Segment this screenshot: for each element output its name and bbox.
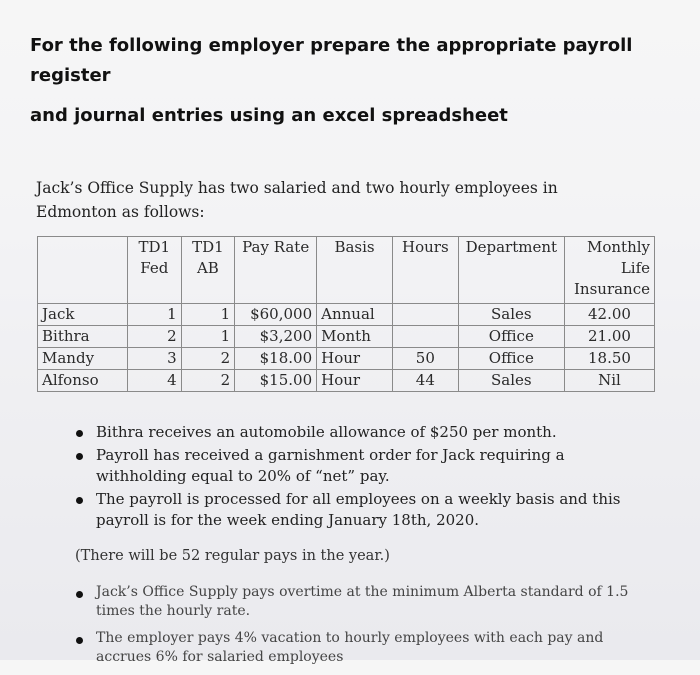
header-name [38, 237, 128, 304]
cell-department: Office [458, 326, 564, 348]
cell-td1-ab: 2 [181, 348, 235, 370]
cell-name: Bithra [38, 326, 128, 348]
cell-name: Jack [38, 304, 128, 326]
list-item [70, 489, 650, 531]
cell-pay-rate: $15.00 [235, 370, 317, 392]
table-row [38, 348, 655, 370]
cell-name: Mandy [38, 348, 128, 370]
cell-hours: 44 [392, 370, 458, 392]
header-td1-fed: TD1 Fed [128, 237, 182, 304]
cell-department: Sales [458, 370, 564, 392]
bullet-list [70, 422, 650, 533]
cell-td1-fed: 4 [128, 370, 182, 392]
header-life-insurance: Monthly Life Insurance [564, 237, 654, 304]
cell-department: Sales [458, 304, 564, 326]
bullet-text: The payroll is processed for all employees on a weekly basis and this payroll is for the week ending January 18th, 2020. [96, 490, 621, 529]
cell-hours [392, 304, 458, 326]
cell-pay-rate: $3,200 [235, 326, 317, 348]
list-item [70, 422, 650, 443]
header-basis: Basis [317, 237, 393, 304]
bullet-icon [76, 453, 83, 460]
table-row [38, 326, 655, 348]
cell-td1-ab: 1 [181, 326, 235, 348]
cell-td1-fed: 2 [128, 326, 182, 348]
cell-name: Alfonso [38, 370, 128, 392]
bullet-text: Bithra receives an automobile allowance of $250 per month. [96, 423, 557, 441]
header-department: Department [458, 237, 564, 304]
cell-hours: 50 [392, 348, 458, 370]
list-item [70, 629, 650, 667]
cell-basis: Hour [317, 348, 393, 370]
cell-td1-ab: 2 [181, 370, 235, 392]
table-row [38, 304, 655, 326]
cell-basis: Annual [317, 304, 393, 326]
cell-td1-ab: 1 [181, 304, 235, 326]
cell-hours [392, 326, 458, 348]
cell-pay-rate: $18.00 [235, 348, 317, 370]
heading-line-1: For the following employer prepare the appropriate payroll register [30, 35, 633, 86]
heading-line-2: and journal entries using an excel spreadsheet [30, 105, 508, 126]
cell-td1-fed: 1 [128, 304, 182, 326]
cell-life-insurance: 42.00 [564, 304, 654, 326]
employee-table [37, 236, 655, 392]
cell-pay-rate: $60,000 [235, 304, 317, 326]
cell-life-insurance: 21.00 [564, 326, 654, 348]
bullet-list-2 [70, 583, 650, 675]
list-item [70, 583, 650, 621]
header-hours: Hours [392, 237, 458, 304]
bullet-icon [76, 591, 83, 598]
bullet-text: Jack’s Office Supply pays overtime at the minimum Alberta standard of 1.5 times the hourly rate. [96, 584, 629, 619]
pays-note: (There will be 52 regular pays in the year.) [75, 548, 390, 564]
bullet-text: The employer pays 4% vacation to hourly employees with each pay and accrues 6% for salaried employees [96, 630, 604, 665]
table-row [38, 370, 655, 392]
cell-basis: Month [317, 326, 393, 348]
cell-life-insurance: 18.50 [564, 348, 654, 370]
bullet-icon [76, 430, 83, 437]
bullet-icon [76, 637, 83, 644]
cell-basis: Hour [317, 370, 393, 392]
bullet-text: Payroll has received a garnishment order for Jack requiring a withholding equal to 20% of “net” pay. [96, 446, 565, 485]
cell-department: Office [458, 348, 564, 370]
header-pay-rate: Pay Rate [235, 237, 317, 304]
table-header-row [38, 237, 655, 304]
cell-td1-fed: 3 [128, 348, 182, 370]
list-item [70, 445, 650, 487]
cell-life-insurance: Nil [564, 370, 654, 392]
intro-paragraph: Jack’s Office Supply has two salaried and two hourly employees in Edmonton as follows: [36, 179, 558, 221]
bullet-icon [76, 497, 83, 504]
header-td1-ab: TD1 AB [181, 237, 235, 304]
